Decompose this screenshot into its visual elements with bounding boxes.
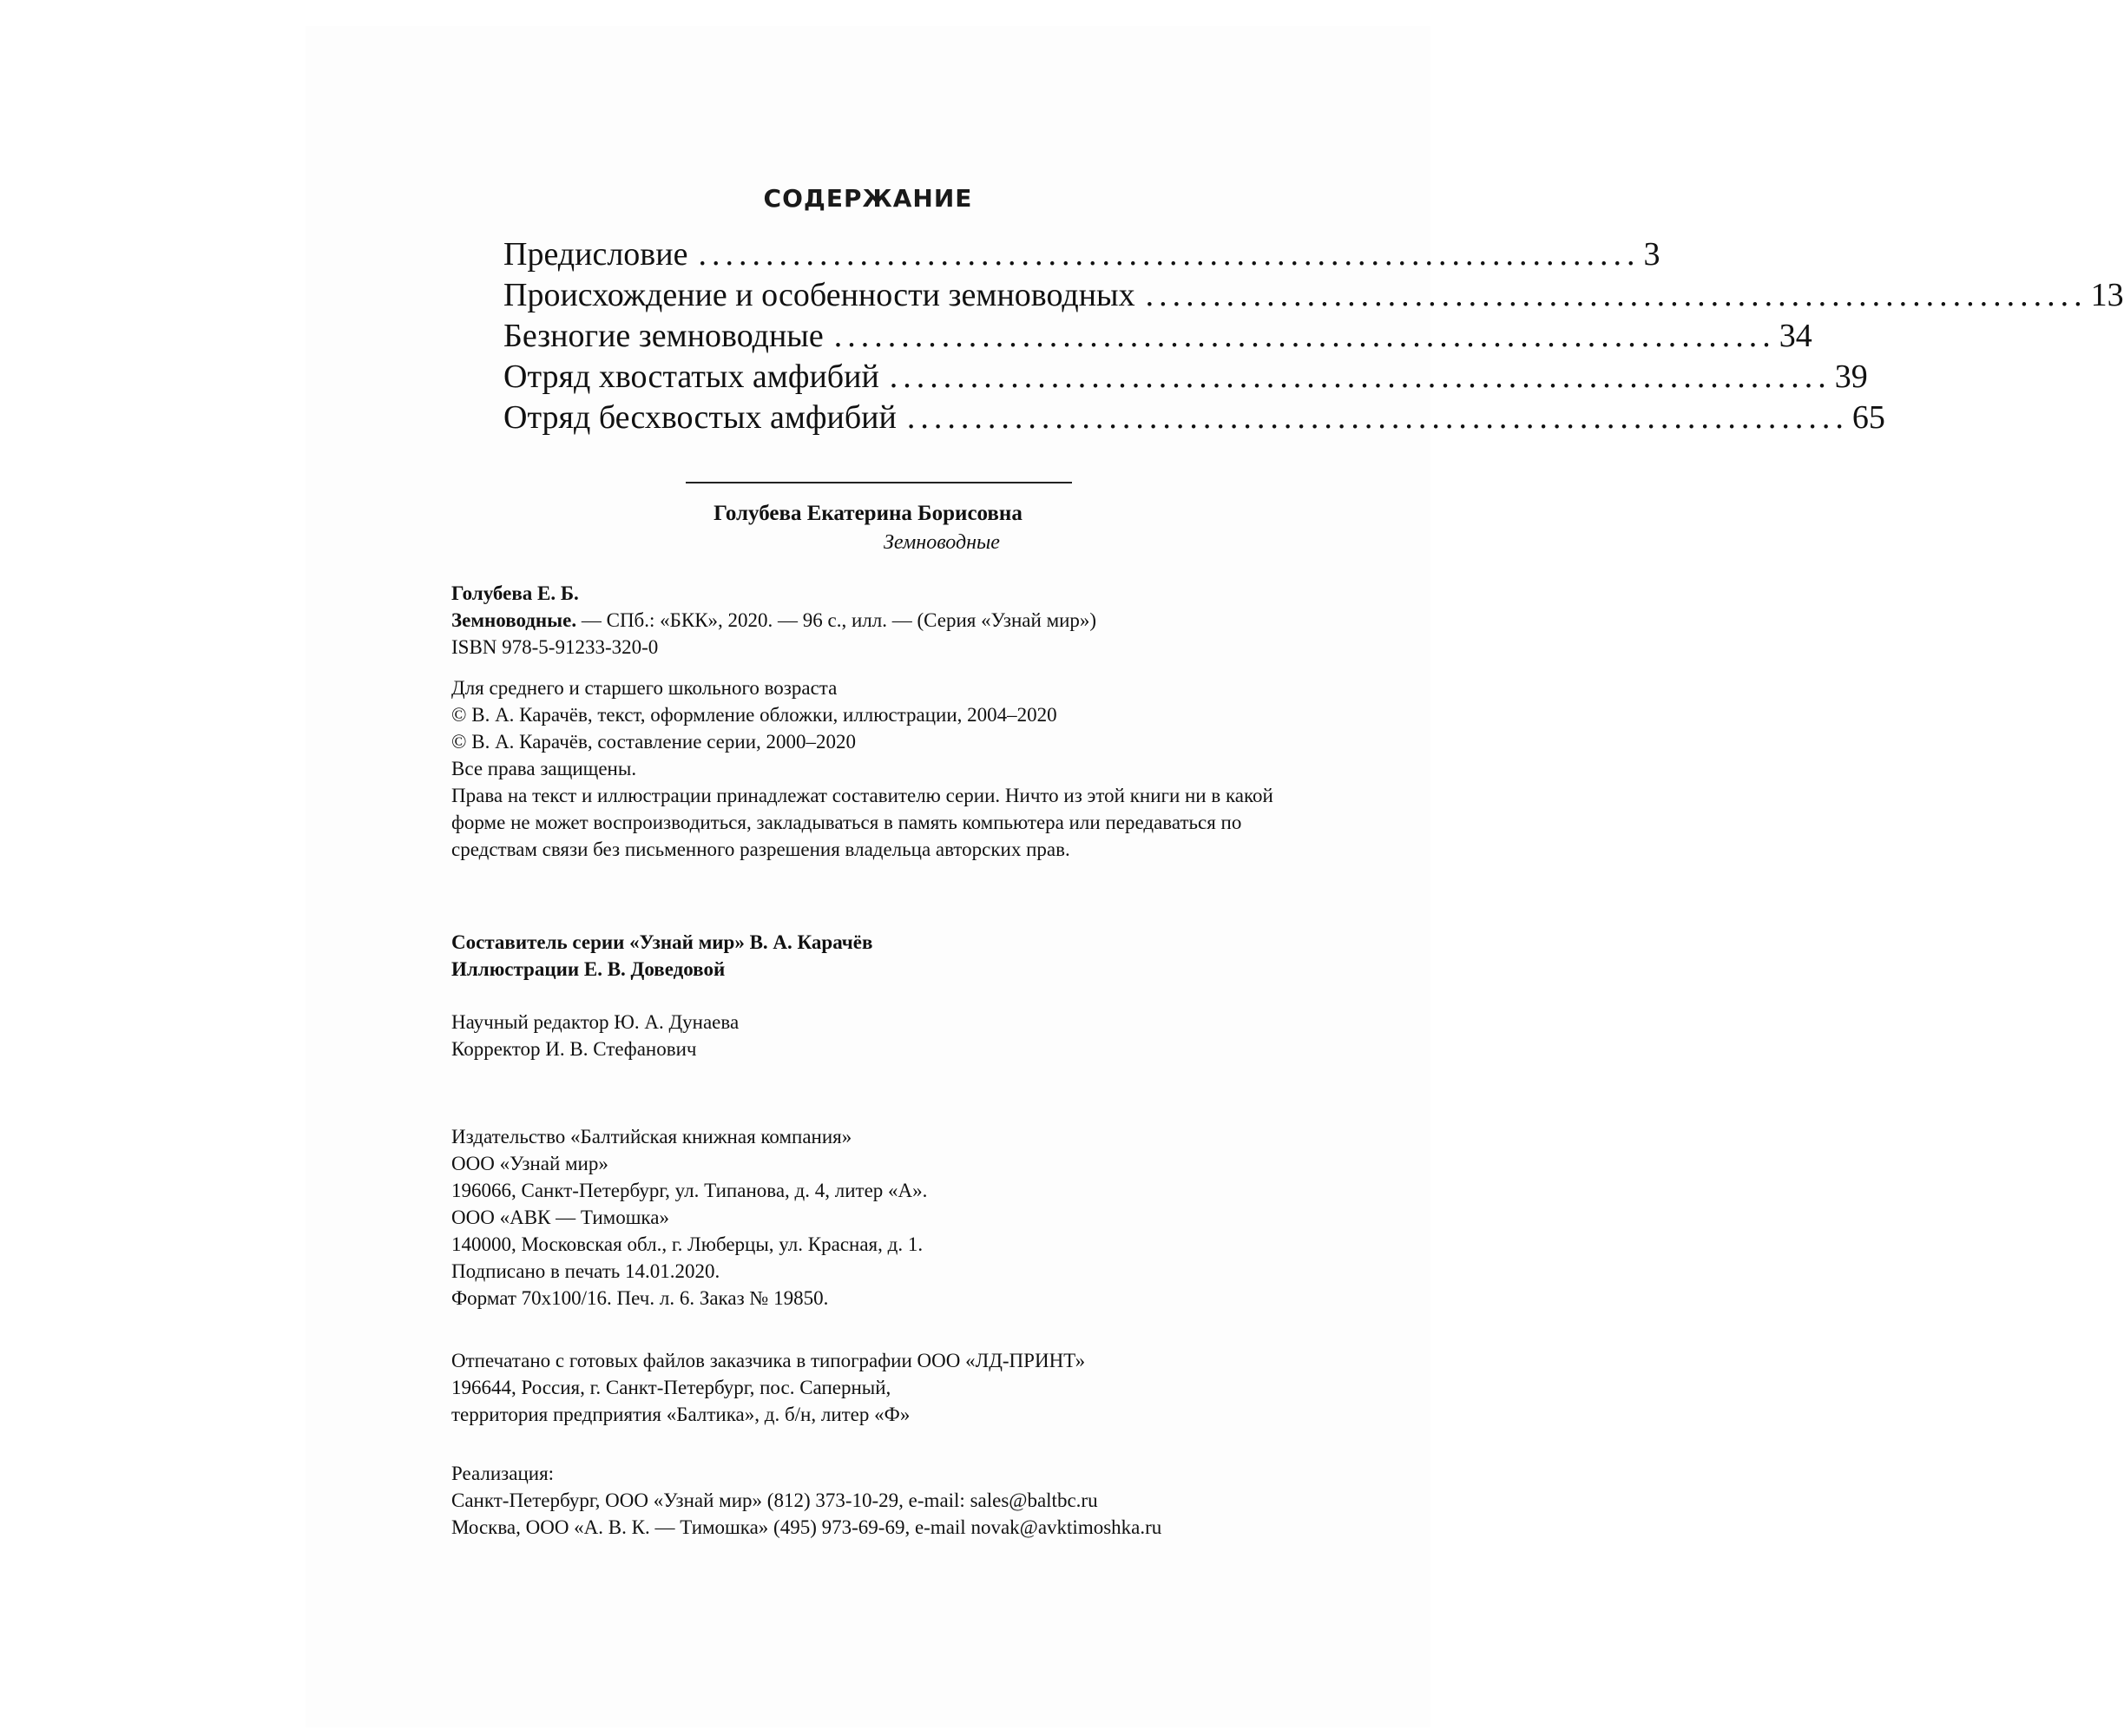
- editors-block: [451, 1009, 1389, 1062]
- publisher-line: 196066, Санкт-Петербург, ул. Типанова, д. 4, литер «А».: [451, 1180, 928, 1201]
- toc-item-page: 13: [2090, 277, 2124, 313]
- proofreader: Корректор И. В. Стефанович: [451, 1038, 697, 1060]
- copyright-series: © В. А. Карачёв, составление серии, 2000–2020: [451, 731, 857, 753]
- book-title: Земноводные: [884, 531, 1000, 554]
- toc-leader-dots: ......................................................................: [698, 236, 1641, 273]
- toc-leader-dots: ......................................................................: [906, 399, 1849, 436]
- toc-item: [503, 398, 1885, 438]
- isbn: ISBN 978-5-91233-320-0: [451, 636, 659, 658]
- toc-heading: СОДЕРЖАНИЕ: [763, 184, 973, 213]
- printing-line: Отпечатано с готовых файлов заказчика в типографии ООО «ЛД-ПРИНТ»: [451, 1350, 1086, 1371]
- toc-leader-dots: ......................................................................: [889, 358, 1831, 395]
- publisher-block: [451, 1123, 1389, 1312]
- table-of-contents: [503, 234, 2124, 438]
- printing-line: территория предприятия «Балтика», д. б/н, литер «Ф»: [451, 1404, 911, 1425]
- copyright-text: © В. А. Карачёв, текст, оформление обложки, иллюстрации, 2004–2020: [451, 704, 1057, 726]
- toc-item-title: Происхождение и особенности земноводных: [503, 277, 1135, 313]
- toc-item-page: 65: [1851, 399, 1885, 436]
- toc-item-page: 39: [1834, 358, 1868, 395]
- toc-leader-dots: ......................................................................: [833, 318, 1776, 354]
- catalog-author: Голубева Е. Б.: [451, 582, 579, 604]
- author-full-name: Голубева Екатерина Борисовна: [713, 502, 1023, 525]
- toc-item: [503, 357, 1868, 398]
- toc-item: [503, 316, 1812, 357]
- distribution-line: Москва, ООО «А. В. К. — Тимошка» (495) 973-69-69, e-mail novak@avktimoshka.ru: [451, 1516, 1162, 1538]
- publisher-line: 140000, Московская обл., г. Люберцы, ул. Красная, д. 1.: [451, 1233, 924, 1255]
- printing-block: [451, 1347, 1389, 1428]
- distribution-label: Реализация:: [451, 1463, 555, 1484]
- catalog-bibliographic-line: [451, 607, 1389, 634]
- toc-item-page: 3: [1643, 236, 1660, 273]
- distribution-line: Санкт-Петербург, ООО «Узнай мир» (812) 373-10-29, e-mail: sales@baltbc.ru: [451, 1489, 1098, 1511]
- catalog-block: [451, 580, 1389, 661]
- rights-reserved: Все права защищены.: [451, 758, 637, 779]
- illustrator: Иллюстрации Е. В. Доведовой: [451, 958, 726, 980]
- rights-notice: Права на текст и иллюстрации принадлежат составителю серии. Ничто из этой книги ни в какой форме не может воспроизводиться, закладываться в память компьютера или передаваться по средствам связи без письменного разрешения владельца авторских прав.: [451, 785, 1273, 860]
- printing-line: 196644, Россия, г. Санкт-Петербург, пос. Саперный,: [451, 1377, 891, 1398]
- toc-leader-dots: ......................................................................: [1145, 277, 2088, 313]
- toc-item-title: Отряд бесхвостых амфибий: [503, 399, 897, 436]
- toc-item-page: 34: [1779, 318, 1812, 354]
- catalog-title: Земноводные.: [451, 609, 577, 631]
- distribution-block: [451, 1460, 1389, 1541]
- toc-item: [503, 234, 1660, 275]
- series-compiler: Составитель серии «Узнай мир» В. А. Карачёв: [451, 931, 873, 953]
- catalog-details: — СПб.: «БКК», 2020. — 96 с., илл. — (Серия «Узнай мир»): [576, 609, 1097, 631]
- toc-item-title: Отряд хвостатых амфибий: [503, 358, 879, 395]
- science-editor: Научный редактор Ю. А. Дунаева: [451, 1011, 740, 1033]
- publisher-line: Издательство «Балтийская книжная компания»: [451, 1126, 852, 1147]
- toc-item-title: Предисловие: [503, 236, 688, 273]
- toc-item: [503, 275, 2124, 316]
- toc-item-title: Безногие земноводные: [503, 318, 824, 354]
- publisher-line: ООО «АВК — Тимошка»: [451, 1207, 669, 1228]
- publisher-line: Подписано в печать 14.01.2020.: [451, 1260, 720, 1282]
- credits-block: [451, 929, 1389, 983]
- section-divider: [686, 482, 1072, 483]
- publisher-line: Формат 70х100/16. Печ. л. 6. Заказ № 19850.: [451, 1287, 829, 1309]
- publisher-line: ООО «Узнай мир»: [451, 1153, 608, 1174]
- age-rating: Для среднего и старшего школьного возраста: [451, 677, 838, 699]
- rights-block: [451, 674, 1389, 863]
